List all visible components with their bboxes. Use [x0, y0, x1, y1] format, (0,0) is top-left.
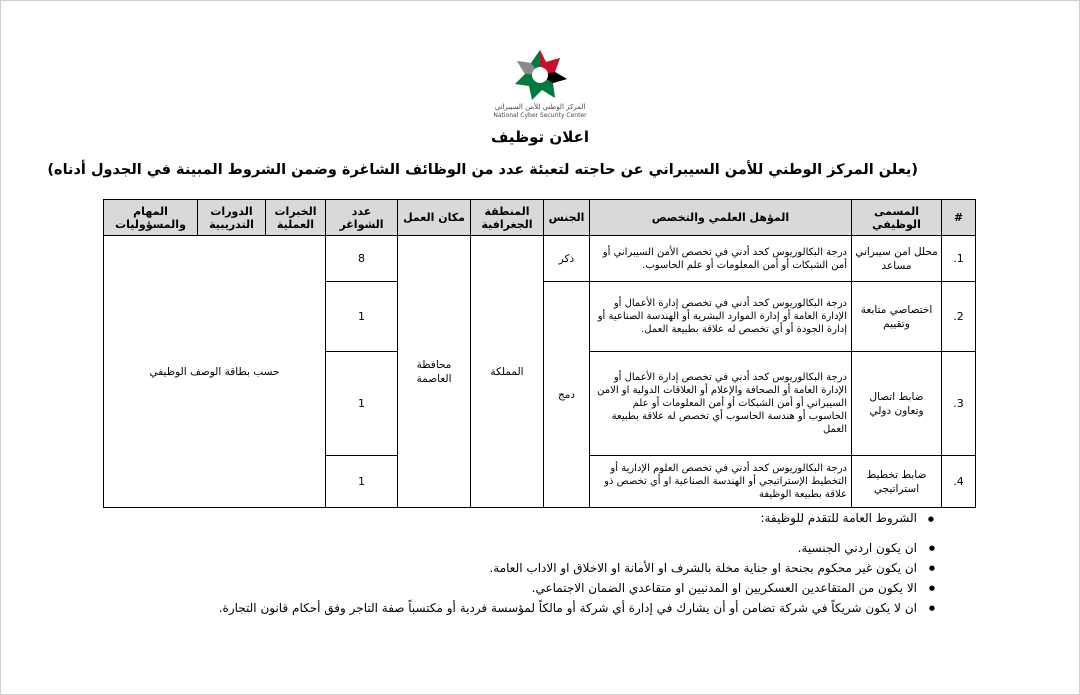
announcement-intro: (يعلن المركز الوطني للأمن السيبراني عن حاجته لتعبئة عدد من الوظائف الشاغرة وضمن الشروط المبينة في الجدول أدناه)	[47, 162, 918, 178]
condition-item: ● ان لا يكون شريكاً في شركة تضامن أو أن يشارك في إدارة أي شركة أو مالكاً لمؤسسة فردية أو مكتسباً صفة التاجر وفق أحكام قانون التجارة.	[157, 600, 917, 617]
logo-name-english: National Cyber Security Center	[493, 112, 587, 119]
region-cell: المملكة	[471, 236, 544, 508]
row-vacancies: 1	[326, 352, 398, 456]
workplace-cell: محافظة العاصمة	[398, 236, 471, 508]
row-num: 3.	[942, 352, 976, 456]
announcement-title: اعلان توظيف	[491, 128, 589, 146]
header-region: المنطقة الجغرافية	[471, 200, 544, 236]
row-gender-mixed: دمج	[544, 282, 590, 508]
row-gender-male: ذكر	[544, 236, 590, 282]
row-job-title: اختصاصي متابعة وتقييم	[852, 282, 942, 352]
header-num: #	[942, 200, 976, 236]
row-num: 1.	[942, 236, 976, 282]
row-qualification: درجة البكالوريوس كحد أدني في تخصص إدارة الأعمال أو الإدارة العامة أو إدارة الموارد البشرية أو الهندسة الصناعية أو إدارة الجودة أو أي تخصص له علاقة بطبيعة العمل.	[590, 282, 852, 352]
jobs-table	[103, 199, 976, 508]
header-qualification: المؤهل العلمي والتخصص	[590, 200, 852, 236]
condition-item: ● ان يكون غير محكوم بجنحة او جناية مخلة بالشرف او الأمانة او الاخلاق او الاداب العامة.	[157, 560, 917, 577]
ncsc-logo	[488, 48, 592, 119]
table-header-row	[104, 200, 976, 236]
row-qualification: درجة البكالوريوس كحد أدني في تخصص إدارة الأعمال أو الإدارة العامة أو الصحافة والإعلام أو العلاقات الدولية او الامن السيبراني أو أمن الشبكات أو أمن المعلومات أو علم الحاسوب أو هندسة الحاسوب أي تخصص له علاقة بطبيعة العمل	[590, 352, 852, 456]
conditions-list	[157, 540, 935, 620]
header-tasks: المهام والمسؤوليات	[104, 200, 198, 236]
header-courses: الدورات التدريبية	[198, 200, 266, 236]
conditions-header: الشروط العامة للتقدم للوظيفة:	[760, 511, 917, 525]
row-job-title: ضابط اتصال وتعاون دولي	[852, 352, 942, 456]
row-qualification: درجة البكالوريوس كحد أدني في تخصص الأمن السيبراني أو أمن الشبكات أو أمن المعلومات أو علم الحاسوب.	[590, 236, 852, 282]
header-gender: الجنس	[544, 200, 590, 236]
logo-name-arabic: المركز الوطني للأمن السيبراني	[494, 103, 586, 111]
condition-item: ● ان يكون اردني الجنسية.	[157, 540, 917, 557]
tasks-cell: حسب بطاقة الوصف الوظيفي	[104, 236, 326, 508]
header-job-title: المسمى الوظيفي	[852, 200, 942, 236]
ncsc-star-logo-icon	[511, 48, 569, 102]
row-vacancies: 8	[326, 236, 398, 282]
row-vacancies: 1	[326, 282, 398, 352]
row-vacancies: 1	[326, 456, 398, 508]
conditions-header-bullet-icon: ●	[927, 515, 934, 523]
row-job-title: ضابط تخطيط استراتيجي	[852, 456, 942, 508]
condition-item: ● الا يكون من المتقاعدين العسكريين او المدنيين او متقاعدي الضمان الاجتماعي.	[157, 580, 917, 597]
row-job-title: محلل امن سيبراني مساعد	[852, 236, 942, 282]
row-num: 2.	[942, 282, 976, 352]
header-vacancies: عدد الشواغر	[326, 200, 398, 236]
header-experience: الخبرات العملية	[266, 200, 326, 236]
header-workplace: مكان العمل	[398, 200, 471, 236]
row-num: 4.	[942, 456, 976, 508]
row-qualification: درجة البكالوريوس كحد أدني في تخصص العلوم الإدارية أو التخطيط الإستراتيجي أو الهندسة الصناعية او أي تخصص ذو علاقة بطبيعة الوظيفة	[590, 456, 852, 508]
table-row	[104, 236, 976, 282]
